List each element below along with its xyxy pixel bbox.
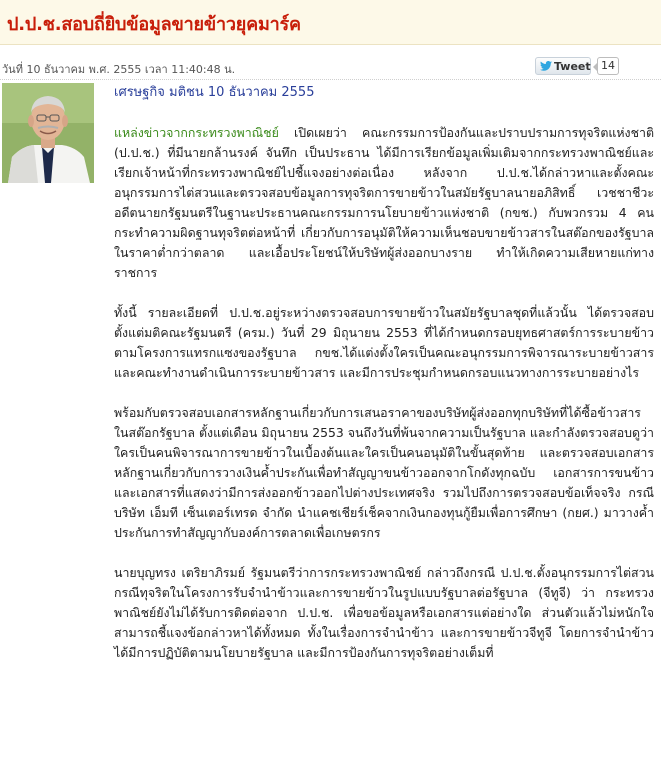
tweet-button[interactable]: [535, 57, 591, 75]
tweet-count-badge: 14: [597, 57, 619, 75]
author-photo: [2, 83, 94, 183]
paragraph-3: พร้อมกับตรวจสอบเอกสารหลักฐานเกี่ยวกับการเสนอราคาของบริษัทผู้ส่งออกทุกบริษัทที่ได้ซื้อข้าวสารในสต๊อกรัฐบาล ตั้งแต่เดือน มิถุนายน 2553 จนถึงวันที่พ้นจากความเป็นรัฐบาล และกำลังตรวจสอบดูว่าใครเป็นคนพิจารณาการขายข้าวในเบื้องต้นและใครเป็นคนอนุมัติในขั้นสุดท้าย และตรวจสอบเอกสารหลักฐานเกี่ยวกับการวางเงินค้ำประกันเพื่อทำสัญญาขนข้าวออกจากโกดังทุกฉบับ เอกสารการขนข้าว และเอกสารที่แสดงว่ามีการส่งออกข้าวออกไปต่างประเทศจริง รวมไปถึงการตรวจสอบข้อเท็จจริง กรณีบริษัท เอ็มที เซ็นเตอร์เทรด จำกัด นำแคชเชียร์เช็คจากเงินกองทุนกู้ยืมเพื่อการศึกษา (กยศ.) มาวางค้ำประกันการทำสัญญากับองค์การตลาดเพื่อเกษตรกร: [114, 405, 654, 540]
article-title: ป.ป.ช.สอบถี่ยิบข้อมูลขายข้าวยุคมาร์ค: [7, 14, 301, 35]
author-portrait-image: [2, 83, 94, 183]
article-timestamp: วันที่ 10 ธันวาคม พ.ศ. 2555 เวลา 11:40:48 น.: [2, 63, 236, 76]
paragraph-4: นายบุญทรง เตริยาภิรมย์ รัฐมนตรีว่าการกระทรวงพาณิชย์ กล่าวถึงกรณี ป.ป.ช.ตั้งอนุกรรมการไต่สวน กรณีทุจริตในโครงการรับจำนำข้าวและการขายข้าวในรูปแบบรัฐบาลต่อรัฐบาล (จีทูจี) ว่า กระทรวงพาณิชย์ยังไม่ได้รับการติดต่อจาก ป.ป.ช. เพื่อขอข้อมูลหรือเอกสารแต่อย่างใด ส่วนตัวแล้วไม่หนักใจ สามารถชี้แจงข้อกล่าวหาได้ทั้งหมด ทั้งในเรื่องการจำนำข้าว และการขายข้าวจีทูจี โดยการจำนำข้าว ได้มีการปฏิบัติตามนโยบายรัฐบาล และมีการป้องกันการทุจริตอย่างเต็มที่: [114, 565, 654, 660]
source-link[interactable]: แหล่งข่าวจากกระทรวงพาณิชย์: [114, 125, 279, 140]
article-dateline: เศรษฐกิจ มติชน 10 ธันวาคม 2555: [114, 85, 315, 100]
paragraph-1: [114, 123, 654, 283]
paragraph-2: ทั้งนี้ รายละเอียดที่ ป.ป.ช.อยู่ระหว่างตรวจสอบการขายข้าวในสมัยรัฐบาลชุดที่แล้วนั้น ได้ตรวจสอบตั้งแต่มติคณะรัฐมนตรี (ครม.) วันที่ 29 มิถุนายน 2553 ที่ได้กำหนดกรอบยุทธศาสตร์การระบายข้าวตามโครงการแทรกแซงของรัฐบาล กขช.ได้แต่งตั้งใครเป็นคณะอนุกรรมการพิจารณาระบายข้าวสารและคณะทำงานดำเนินการระบายข้าวสาร และมีการประชุมกำหนดกรอบแนวทางการระบายอย่างไร: [114, 305, 654, 380]
title-bar: [0, 0, 661, 45]
tweet-label: Tweet: [554, 60, 591, 73]
article-body: [114, 83, 654, 683]
meta-bar: [0, 55, 661, 80]
twitter-bird-icon: [540, 61, 552, 71]
paragraph-1-text: เปิดเผยว่า คณะกรรมการป้องกันและปราบปรามการทุจริตแห่งชาติ (ป.ป.ช.) ที่มีนายกล้านรงค์ จันทึก เป็นประธาน ได้มีการเรียกข้อมูลเพิ่มเติมจากกระทรวงพาณิชย์และเรียกเจ้าหน้าที่กระทรวงพาณิชย์ไปชี้แจงอย่างต่อเนื่อง หลังจาก ป.ป.ช.ได้กล่าวหาและตั้งคณะอนุกรรมการไต่สวนและตรวจสอบข้อมูลการทุจริตการขายข้าวในสมัยรัฐบาลนายอภิสิทธิ์ เวชชาชีวะ อดีตนายกรัฐมนตรีในฐานะประธานคณะกรรมการนโยบายข้าวแห่งชาติ (กขช.) กับพวกรวม 4 คน กระทำความผิดฐานทุจริตต่อหน้าที่ เกี่ยวกับการอนุมัติให้ความเห็นชอบขายข้าวสารในสต๊อกของรัฐบาลในราคาต่ำกว่าตลาด และเอื้อประโยชน์ให้บริษัทผู้ส่งออกบางราย ทำให้เกิดความเสียหายแก่ทางราชการ: [114, 125, 654, 280]
